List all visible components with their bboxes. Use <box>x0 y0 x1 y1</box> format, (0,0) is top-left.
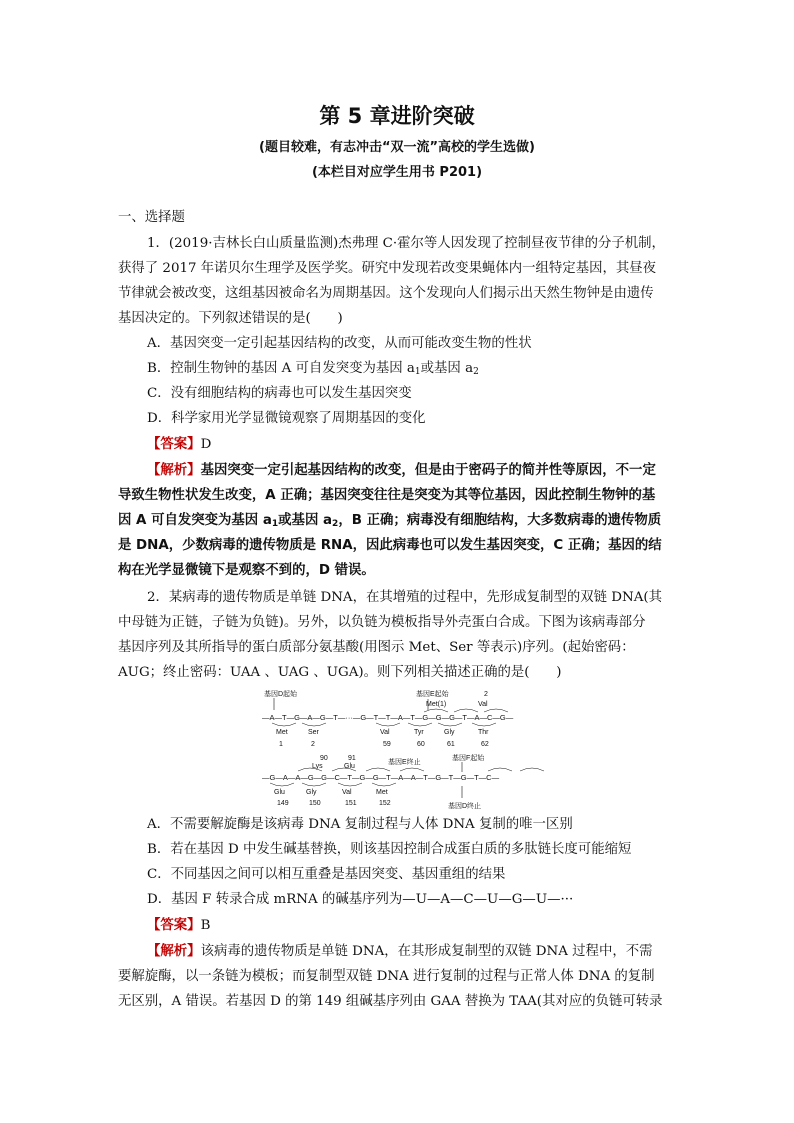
q1-option-b: B．控制生物钟的基因 A 可自发突变为基因 $a_1$或基因 $a_2$ <box>147 361 479 377</box>
codon-braces <box>270 783 396 786</box>
row1-sequence: —A—T—G—A—G—T—···—G—T—T—A—T—G—G—G—T—A—C—G— <box>262 713 514 722</box>
val-top-label: Val <box>478 701 488 708</box>
q1-stem-line: 节律就会被改变，这组基因被命名为周期基因。这个发现向人们揭示出天然生物钟是由遗传 <box>118 286 654 301</box>
row2-amino-acid: Val <box>342 789 352 796</box>
q1-option-a: A．基因突变一定引起基因结构的改变，从而可能改变生物的性状 <box>147 336 532 351</box>
row2-index: 150 <box>309 800 321 807</box>
q1-analysis-line: 因 A 可自发突变为基因 $a_1$或基因 $a_2$，B 正确；病毒没有细胞结构，大多数病毒的遗传物质 <box>118 513 662 529</box>
analysis-tag: 【解析】 <box>147 944 201 959</box>
analysis-tag: 【解析】 <box>147 463 201 478</box>
row1-index: 1 <box>279 741 283 748</box>
codon-braces <box>272 723 496 726</box>
row1-amino-acid: Gly <box>444 729 455 736</box>
q1-analysis-line: 构在光学显微镜下是观察不到的，D 错误。 <box>118 563 375 578</box>
row1-amino-acid: Tyr <box>414 729 424 736</box>
section-heading: 一、选择题 <box>118 210 185 225</box>
q1-analysis-line: 是 DNA，少数病毒的遗传物质是 RNA，因此病毒也可以发生基因突变，C 正确；基因的结 <box>118 538 662 553</box>
q2-stem-line: 基因序列及其所指导的蛋白质部分氨基酸(用图示 Met、Ser 等表示)序列。(起始密码： <box>118 640 635 655</box>
row2-amino-acid: Met <box>376 789 388 796</box>
q2-analysis-line: 【解析】该病毒的遗传物质是单链 DNA，在其形成复制型的双链 DNA 过程中，不需 <box>147 944 653 959</box>
q2-stem-line: 2．某病毒的遗传物质是单链 DNA，在其增殖的过程中，先形成复制型的双链 DNA(其 <box>147 590 663 605</box>
q2-option-c: C．不同基因之间可以相互重叠是基因突变、基因重组的结果 <box>147 867 506 882</box>
q2-stem-line: 中母链为正链，子链为负链)。另外，以负链为模板指导外壳蛋白合成。下图为该病毒部分 <box>118 615 646 630</box>
answer-tag: 【答案】 <box>147 918 201 933</box>
subtitle: (题目较难，有志冲击“双一流”高校的学生选做) <box>259 140 535 155</box>
label-2: 2 <box>484 691 488 698</box>
gene-e-end-label: 基因E终止 <box>388 759 421 766</box>
row1-index: 2 <box>311 741 315 748</box>
q1-option-c: C．没有细胞结构的病毒也可以发生基因突变 <box>147 386 412 401</box>
row2-index: 149 <box>277 800 289 807</box>
page-title: 第 5 章进阶突破 <box>319 104 475 128</box>
q2-option-b: B．若在基因 D 中发生碱基替换，则该基因控制合成蛋白质的多肽链长度可能缩短 <box>147 842 632 857</box>
codon-braces-top <box>298 768 544 771</box>
q1-answer: 【答案】D <box>147 437 212 452</box>
q2-option-a: A．不需要解旋酶是该病毒 DNA 复制过程与人体 DNA 复制的唯一区别 <box>147 817 573 832</box>
row2-top-num: 90 <box>320 755 328 762</box>
q1-analysis-line: 导致生物性状发生改变，A 正确；基因突变往往是突变为其等位基因，因此控制生物钟的基 <box>118 488 656 503</box>
row2-index: 152 <box>379 800 391 807</box>
answer-tag: 【答案】 <box>147 437 201 452</box>
q1-stem-line: 获得了 2017 年诺贝尔生理学及医学奖。研究中发现若改变果蝇体内一组特定基因，其昼夜 <box>118 261 657 276</box>
row2-sequence: —G—A—A—G—G—C—T—G—G—T—A—A—T—G—T—G—T—C— <box>262 773 500 782</box>
codon-braces-top <box>424 709 508 712</box>
met1-label: Met(1) <box>426 701 447 708</box>
q2-analysis-line: 要解旋酶，以一条链为模板；而复制型双链 DNA 进行复制的过程与正常人体 DNA 的复制 <box>118 969 655 984</box>
q1-analysis-line: 【解析】基因突变一定引起基因结构的改变，但是由于密码子的简并性等原因，不一定 <box>147 463 656 478</box>
row2-top-num: 91 <box>348 755 356 762</box>
row2-amino-acid: Gly <box>306 789 317 796</box>
row1-amino-acid: Met <box>276 729 288 736</box>
row1-index: 60 <box>417 741 425 748</box>
row2-index: 151 <box>345 800 357 807</box>
q1-option-d: D．科学家用光学显微镜观察了周期基因的变化 <box>147 411 426 426</box>
row2-top-aa: Lys <box>312 763 323 770</box>
q1-stem-line: 1．(2019·吉林长白山质量监测)杰弗理 C·霍尔等人因发现了控制昼夜节律的分子机制， <box>147 236 665 251</box>
row1-amino-acid: Ser <box>308 729 319 736</box>
q2-answer: 【答案】B <box>147 918 211 933</box>
reference-note: (本栏目对应学生用书 P201) <box>311 165 483 180</box>
q2-stem-line: AUG；终止密码：UAA 、UAG 、UGA)。则下列相关描述正确的是( ) <box>118 665 562 680</box>
row1-amino-acid: Thr <box>478 729 489 736</box>
q2-option-d: D．基因 F 转录合成 mRNA 的碱基序列为—U—A—C—U—G—U—··· <box>147 892 574 907</box>
gene-sequence-diagram <box>258 686 558 812</box>
row1-amino-acid: Val <box>380 729 390 736</box>
row1-index: 62 <box>481 741 489 748</box>
gene-f-start-label: 基因F起始 <box>452 755 485 762</box>
q2-analysis-line: 无区别，A 错误。若基因 D 的第 149 组碱基序列由 GAA 替换为 TAA(其对应的负链可转录 <box>118 994 663 1009</box>
row1-index: 59 <box>383 741 391 748</box>
gene-d-end-label: 基因D终止 <box>448 803 482 810</box>
row2-amino-acid: Glu <box>274 789 285 796</box>
gene-d-start-label: 基因D起始 <box>264 691 298 698</box>
gene-e-start-label: 基因E起始 <box>416 691 449 698</box>
row2-top-aa: Glu <box>344 763 355 770</box>
row1-index: 61 <box>447 741 455 748</box>
q1-stem-line: 基因决定的。下列叙述错误的是( ) <box>118 311 343 326</box>
